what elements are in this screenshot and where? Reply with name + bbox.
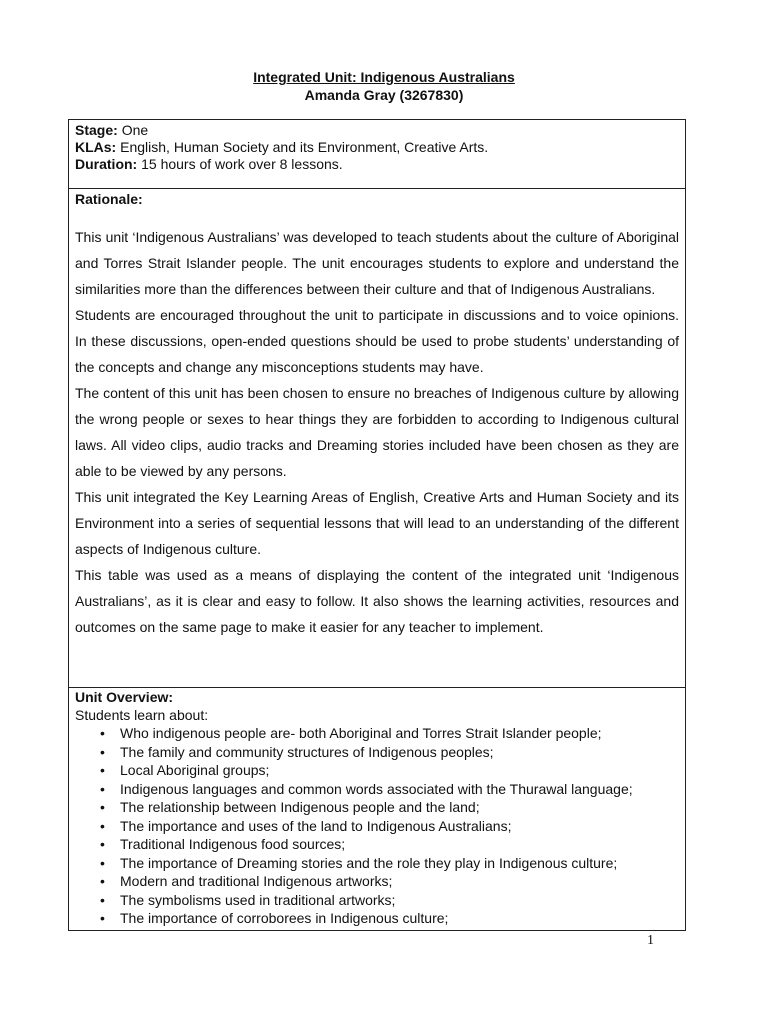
stage-value: One [121, 122, 149, 138]
bullet-icon: • [100, 854, 105, 871]
duration-label: Duration: [75, 156, 138, 172]
list-item [75, 780, 679, 799]
rationale-paragraph: The content of this unit has been chosen to ensure no breaches of Indigenous culture by allowing the wrong people or sexes to hear things they are forbidden to according to Indigenous cultural laws. All video clips, audio tracks and Dreaming stories included have been chosen as they are able to be viewed by any persons. [75, 385, 679, 479]
klas-row [75, 139, 679, 156]
unit-table [68, 119, 686, 931]
bullet-icon: • [100, 799, 105, 815]
rationale-body [75, 224, 679, 640]
list-item-text: The symbolisms used in traditional artworks; [120, 891, 396, 908]
list-item-text: Indigenous languages and common words associated with the Thurawal language; [120, 780, 633, 797]
list-item-text: Modern and traditional Indigenous artworks; [120, 873, 393, 889]
list-item [75, 761, 679, 780]
rationale-paragraph: This unit integrated the Key Learning Areas of English, Creative Arts and Human Society and its Environment into a series of sequential lessons that will lead to an understanding of the different aspects of Indigenous culture. [75, 489, 679, 557]
stage-row [75, 122, 679, 139]
rationale-paragraph: This table was used as a means of displaying the content of the integrated unit ‘Indigenous Australians’, as it is clear and easy to follow. It also shows the learning activities, resources and outcomes on the same page to make it easier for any teacher to implement. [75, 567, 679, 635]
overview-intro: Students learn about: [75, 707, 209, 723]
list-item-text: The importance and uses of the land to Indigenous Australians; [120, 817, 512, 834]
list-item-text: Who indigenous people are- both Aboriginal and Torres Strait Islander people; [120, 725, 602, 741]
list-item-text: The relationship between Indigenous people and the land; [120, 799, 480, 815]
list-item-text: The family and community structures of Indigenous peoples; [120, 743, 494, 760]
unit-info-section [69, 120, 685, 189]
bullet-icon: • [100, 836, 105, 852]
duration-row [75, 156, 679, 173]
bullet-icon: • [100, 780, 105, 797]
list-item-text: Traditional Indigenous food sources; [120, 836, 346, 852]
rationale-heading: Rationale: [75, 191, 143, 207]
document-author: Amanda Gray (3267830) [304, 87, 464, 103]
bullet-icon: • [100, 873, 105, 889]
bullet-icon: • [100, 910, 105, 926]
stage-label: Stage: [75, 122, 118, 138]
bullet-icon: • [100, 817, 105, 834]
overview-list [75, 724, 679, 930]
list-item [75, 909, 679, 928]
document-title: Integrated Unit: Indigenous Australians [253, 69, 515, 85]
bullet-icon: • [100, 743, 105, 760]
bullet-icon: • [100, 891, 105, 908]
list-item [75, 798, 679, 817]
overview-heading: Unit Overview: [75, 689, 174, 705]
rationale-paragraph: Students are encouraged throughout the unit to participate in discussions and to voice opinions. In these discussions, open-ended questions should be used to probe students’ understanding of the concepts and change any misconceptions students may have. [75, 307, 679, 375]
duration-value: 15 hours of work over 8 lessons. [141, 156, 343, 172]
document-header [0, 68, 768, 104]
list-item [75, 854, 679, 873]
list-item-text: The importance of Dreaming stories and the role they play in Indigenous culture; [120, 854, 618, 871]
unit-overview-section [69, 688, 685, 930]
rationale-section [69, 191, 685, 688]
bullet-icon: • [100, 762, 105, 778]
page-number: 1 [647, 933, 654, 948]
klas-value: English, Human Society and its Environment, Creative Arts. [120, 139, 489, 155]
list-item [75, 743, 679, 762]
list-item [75, 891, 679, 910]
list-item [75, 817, 679, 836]
list-item [75, 724, 679, 743]
bullet-icon: • [100, 725, 105, 741]
list-item [75, 872, 679, 891]
klas-label: KLAs: [75, 139, 117, 155]
list-item-text: Local Aboriginal groups; [120, 762, 270, 778]
list-item-text: The importance of corroborees in Indigenous culture; [120, 910, 449, 926]
list-item [75, 835, 679, 854]
rationale-paragraph: This unit ‘Indigenous Australians’ was developed to teach students about the culture of Aboriginal and Torres Strait Islander people. The unit encourages students to explore and understand the similarities more than the differences between their culture and that of Indigenous Australians. [75, 229, 679, 297]
